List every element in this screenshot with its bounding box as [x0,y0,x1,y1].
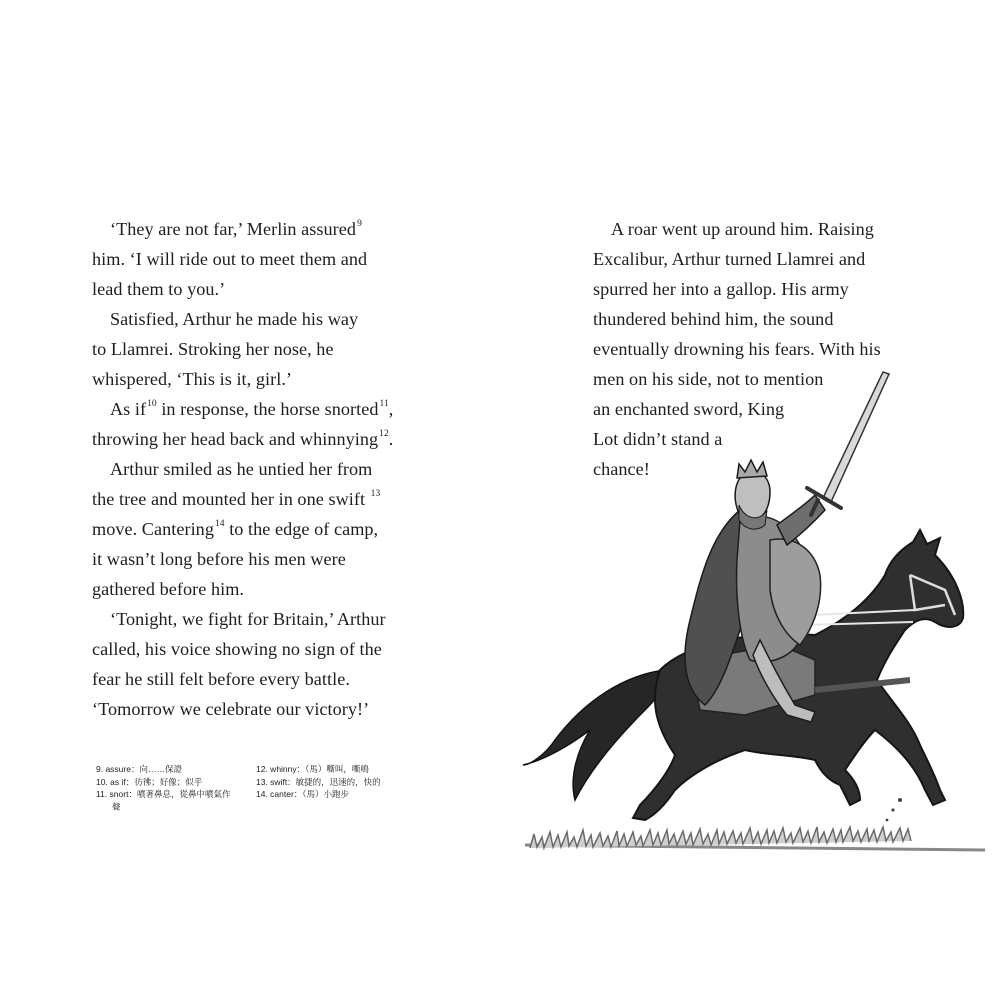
text-line: ‘They are not far,’ Merlin assured$^9$ [110,219,362,239]
text-line: men on his side, not to mention [593,369,824,389]
text-line: ‘Tonight, we fight for Britain,’ Arthur [110,609,386,629]
footnote-ref: 12 [379,429,389,439]
text-line: called, his voice showing no sign of the [92,639,382,659]
text-line: whispered, ‘This is it, girl.’ [92,369,293,389]
text-line: Lot didn’t stand a [593,429,723,449]
text-line: an enchanted sword, King [593,399,785,419]
footnote-ref: 10 [147,399,157,409]
text-line: thundered behind him, the sound [593,309,834,329]
footnote: 9. assure：向……保證 [96,764,182,774]
text-line: him. ‘I will ride out to meet them and [92,249,368,269]
dust-marks [886,798,902,821]
footnote: 13. swift：敏捷的，迅速的，快的 [256,776,381,787]
text-line: Satisfied, Arthur he made his way [110,309,359,329]
footnote-ref: 9 [357,219,362,229]
grass [525,827,985,850]
footnote-ref: 14 [214,519,225,529]
text-line: throwing her head back and whinnying$^{12}$. [92,429,394,449]
text-line: A roar went up around him. Raising [611,219,874,239]
footnote: 12. whinny：（馬）嘶叫，嘶鳴 [256,764,369,774]
text-line: it wasn’t long before his men were [92,549,346,569]
text-line: the tree and mounted her in one swift $^{13}$ [92,489,381,509]
text-line: spurred her into a gallop. His army [593,279,849,299]
footnote: 10. as if：彷彿；好像；似乎 [96,776,203,787]
text-line: gathered before him. [92,579,244,599]
text-line: to Llamrei. Stroking her nose, he [92,339,334,359]
footnote: 14. canter：（馬）小跑步 [256,789,350,799]
left-text-column [92,214,432,724]
text-line: As $if^{10}$ in response, the horse snorted$^{11}$, [110,399,394,419]
footnotes-column-2 [256,763,416,801]
text-line: lead them to you.’ [92,279,226,299]
text-line: Arthur smiled as he untied her from [110,459,373,479]
text-line: fear he still felt before every battle. [92,669,350,689]
text-line: eventually drowning his fears. With his [593,339,881,359]
footnotes-column-1 [96,763,256,813]
knight-head [735,460,770,529]
text-line: chance! [593,459,650,479]
crown-icon [737,460,767,478]
footnote-continuation: 聲 [112,801,121,812]
sword-excalibur [807,372,889,515]
text-line: move. Cantering$^{14}$ to the edge of camp, [92,519,379,539]
text-line: Excalibur, Arthur turned Llamrei and [593,249,866,269]
horse-tail [523,670,665,800]
footnote-ref: 13 [370,489,381,499]
text-line: ‘Tomorrow we celebrate our victory!’ [92,699,370,719]
knight-on-horse-illustration [515,360,995,860]
footnote: 11. snort：噴著鼻息，從鼻中噴氣作 [96,789,231,799]
footnote-ref: 11 [379,399,389,409]
